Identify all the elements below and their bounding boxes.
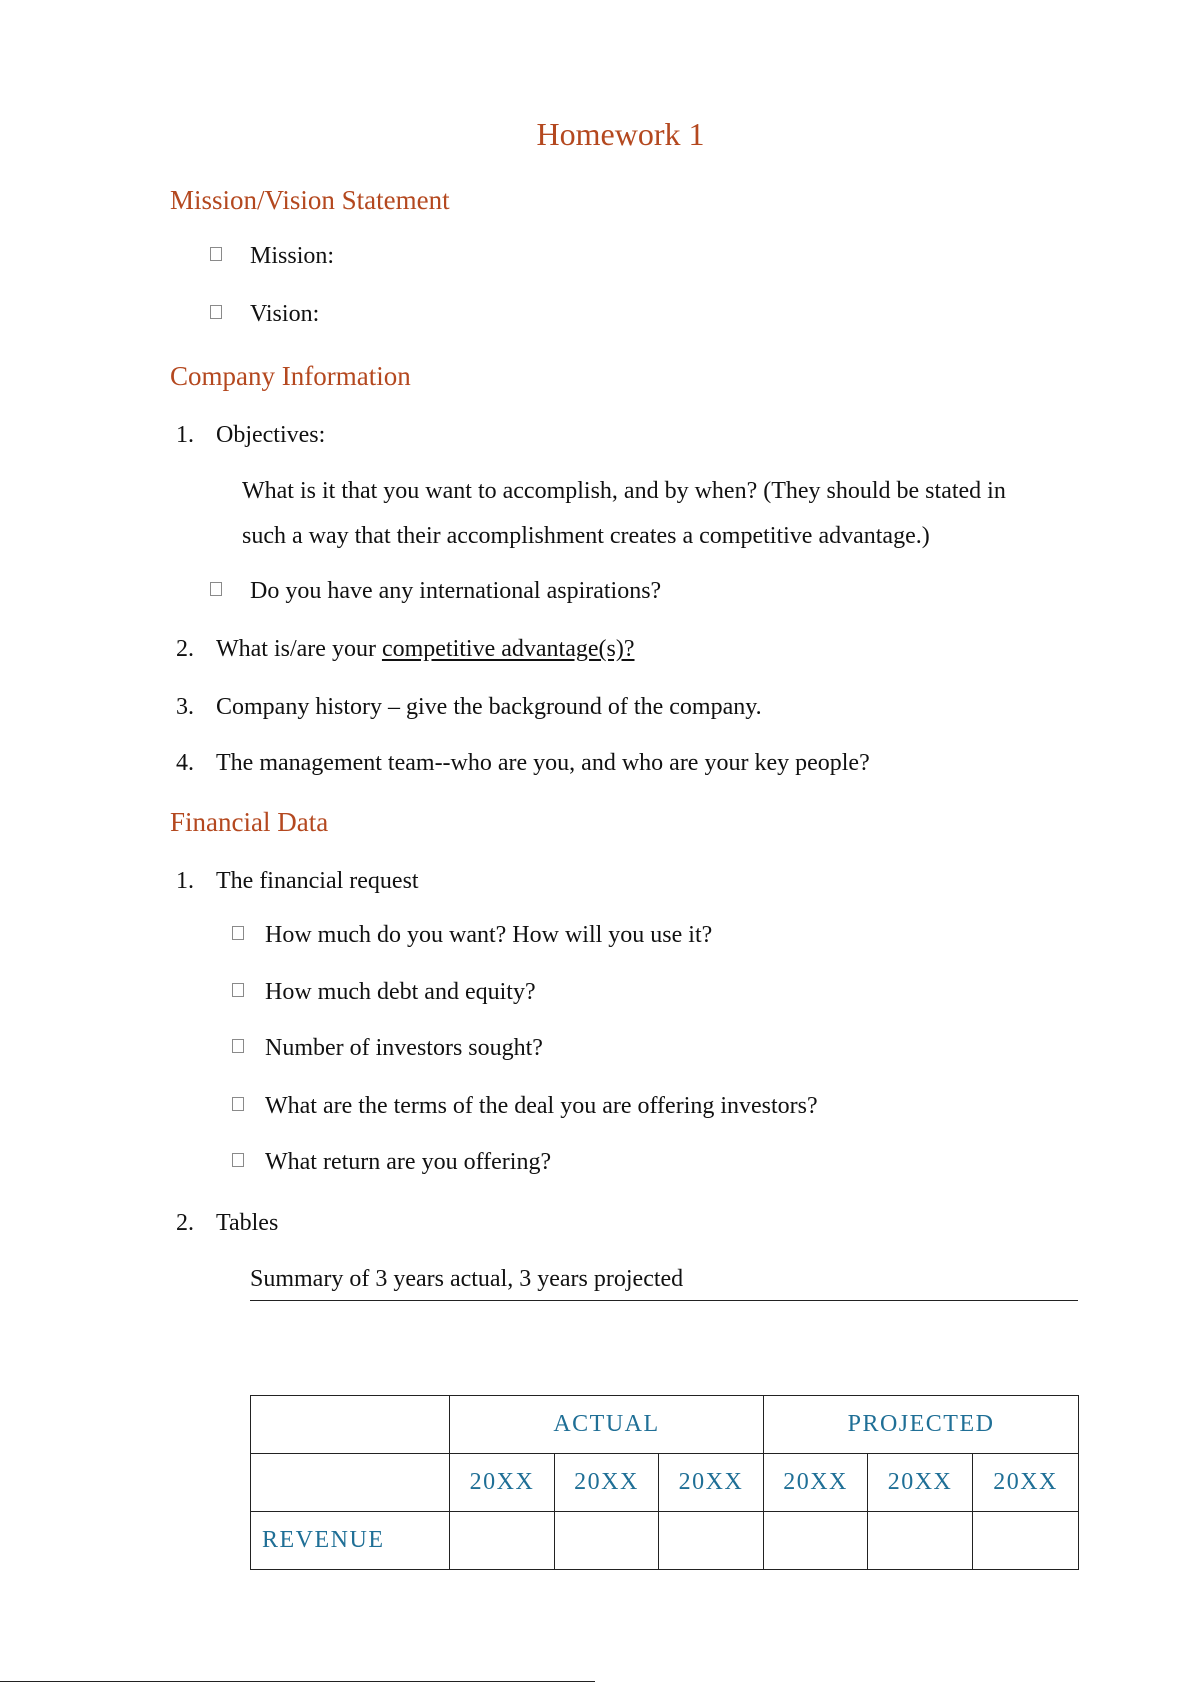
list-number: 3. (176, 694, 194, 720)
financial-request-item: How much do you want? How will you use it? (265, 922, 713, 948)
year-cell: 20XX (659, 1454, 764, 1512)
list-number: 4. (176, 750, 194, 776)
table-cell (555, 1512, 659, 1570)
table-cell (251, 1396, 450, 1454)
list-number: 2. (176, 1210, 194, 1236)
year-cell: 20XX (868, 1454, 973, 1512)
competitive-advantage-prefix: What is/are your (216, 636, 382, 662)
management-team-item: The management team--who are you, and who are your key people? (216, 750, 870, 776)
mission-vision-heading: Mission/Vision Statement (170, 185, 450, 215)
year-cell: 20XX (973, 1454, 1079, 1512)
financial-request-item: How much debt and equity? (265, 979, 536, 1005)
checkbox-icon (232, 983, 244, 997)
financial-request-item: Number of investors sought? (265, 1035, 543, 1061)
financial-summary-table (250, 1395, 1079, 1570)
financial-data-heading: Financial Data (170, 807, 329, 837)
international-aspirations-item: Do you have any international aspirations? (250, 578, 662, 604)
table-row (251, 1396, 1079, 1454)
table-cell (868, 1512, 973, 1570)
competitive-advantage-item (216, 636, 635, 663)
revenue-label: REVENUE (251, 1512, 450, 1570)
list-number: 2. (176, 636, 194, 662)
footnote-separator (0, 1681, 595, 1682)
table-cell (251, 1454, 450, 1512)
checkbox-icon (232, 1039, 244, 1053)
financial-request-item: What return are you offering? (265, 1149, 552, 1175)
year-cell: 20XX (555, 1454, 659, 1512)
checkbox-icon (210, 247, 222, 261)
table-cell (659, 1512, 764, 1570)
checkbox-icon (232, 1153, 244, 1167)
company-history-item: Company history – give the background of the company. (216, 694, 762, 720)
checkbox-icon (232, 1097, 244, 1111)
document-title: Homework 1 (536, 116, 705, 152)
table-cell (450, 1512, 555, 1570)
table-cell (764, 1512, 868, 1570)
year-cell: 20XX (764, 1454, 868, 1512)
tables-label: Tables (216, 1210, 279, 1236)
objectives-label: Objectives: (216, 422, 326, 448)
header-actual: ACTUAL (450, 1396, 764, 1454)
header-projected: PROJECTED (764, 1396, 1079, 1454)
company-info-heading: Company Information (170, 361, 411, 391)
table-row (251, 1454, 1079, 1512)
list-number: 1. (176, 868, 194, 894)
vision-item: Vision: (250, 301, 320, 327)
checkbox-icon (210, 582, 222, 596)
mission-item: Mission: (250, 243, 335, 269)
list-number: 1. (176, 422, 194, 448)
tables-summary: Summary of 3 years actual, 3 years projected (250, 1266, 684, 1292)
table-row (251, 1512, 1079, 1570)
table-cell (973, 1512, 1079, 1570)
summary-rule (250, 1300, 1078, 1301)
competitive-advantage-underlined: competitive advantage(s)? (381, 636, 635, 662)
objectives-description-line2: such a way that their accomplishment creates a competitive advantage.) (242, 523, 930, 549)
financial-request-label: The financial request (216, 868, 419, 894)
financial-request-item: What are the terms of the deal you are offering investors? (265, 1093, 818, 1119)
checkbox-icon (210, 305, 222, 319)
year-cell: 20XX (450, 1454, 555, 1512)
checkbox-icon (232, 926, 244, 940)
objectives-description-line1: What is it that you want to accomplish, and by when? (They should be stated in (242, 478, 1006, 504)
